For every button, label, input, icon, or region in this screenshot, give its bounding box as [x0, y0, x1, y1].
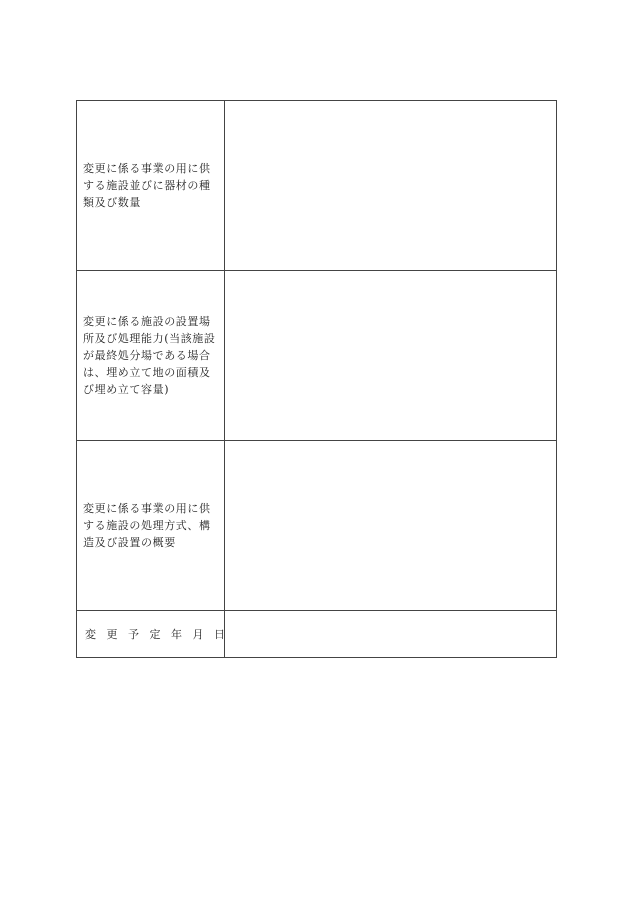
- label-location-capacity: 変更に係る施設の設置場所及び処理能力(当該施設が最終処分場である場合は、埋め立て地の面積及び埋め立て容量): [77, 271, 225, 441]
- application-form-table: [76, 100, 557, 658]
- form-row-change-date: [77, 611, 557, 658]
- value-method-structure[interactable]: [225, 441, 557, 611]
- form-row-method-structure: [77, 441, 557, 611]
- value-facilities-equipment[interactable]: [225, 101, 557, 271]
- form-row-facilities-equipment: [77, 101, 557, 271]
- label-change-date: 変更予定年月日: [77, 611, 225, 658]
- label-method-structure: 変更に係る事業の用に供する施設の処理方式、構造及び設置の概要: [77, 441, 225, 611]
- form-row-location-capacity: [77, 271, 557, 441]
- value-change-date[interactable]: [225, 611, 557, 658]
- value-location-capacity[interactable]: [225, 271, 557, 441]
- label-facilities-equipment: 変更に係る事業の用に供する施設並びに器材の種類及び数量: [77, 101, 225, 271]
